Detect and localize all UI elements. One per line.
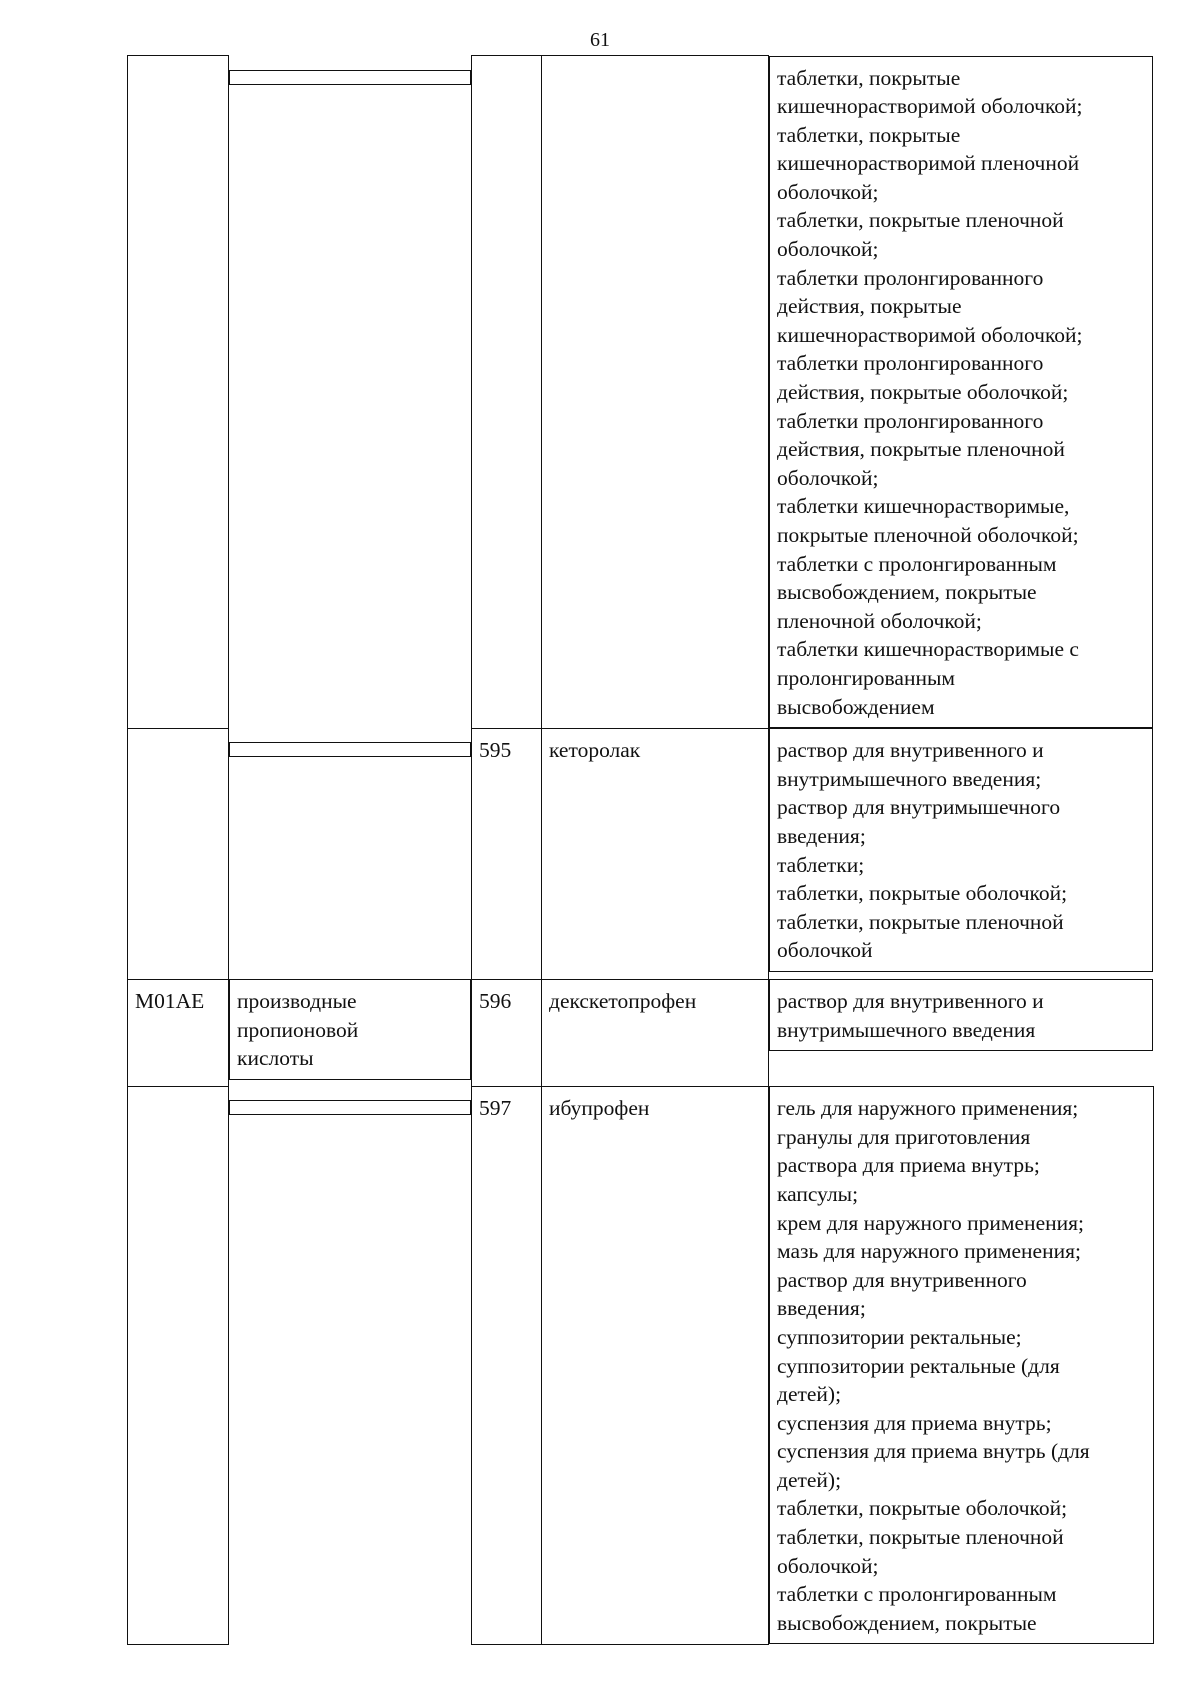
drug-table <box>127 55 1154 1645</box>
atc-code-cell: M01AE <box>128 979 229 1086</box>
drug-name-cell <box>542 56 769 729</box>
table-row <box>128 728 1154 979</box>
number-cell: 597 <box>472 1086 542 1644</box>
atc-code-cell <box>128 728 229 979</box>
group-cell <box>229 742 471 757</box>
number-cell <box>472 56 542 729</box>
dosage-forms-cell: раствор для внутривенного и внутримышечного введения; раствор для внутримышечного введения; таблетки; таблетки, покрытые оболочкой; таблетки, покрытые пленочной оболочкой <box>769 728 1153 972</box>
dosage-forms-cell: раствор для внутривенного и внутримышечного введения <box>769 979 1153 1051</box>
table-row <box>128 56 1154 729</box>
number-cell: 596 <box>472 979 542 1086</box>
dosage-forms-cell: таблетки, покрытые кишечнорастворимой оболочкой; таблетки, покрытые кишечнорастворимой пленочной оболочкой; таблетки, покрытые пленочной оболочкой; таблетки пролонгированного действия, покрытые кишечнорастворимой оболочкой; таблетки пролонгированного действия, покрытые оболочкой; таблетки пролонгированного действия, покрытые пленочной оболочкой; таблетки кишечнорастворимые, покрытые пленочной оболочкой; таблетки с пролонгированным высвобождением, покрытые пленочной оболочкой; таблетки кишечнорастворимые с пролонгированным высвобождением <box>769 56 1153 729</box>
dosage-forms-cell: гель для наружного применения; гранулы для приготовления раствора для приема внутрь; капсулы; крем для наружного применения; мазь для наружного применения; раствор для внутривенного введения; суппозитории ректальные; суппозитории ректальные (для детей); суспензия для приема внутрь; суспензия для приема внутрь (для детей); таблетки, покрытые оболочкой; таблетки, покрытые пленочной оболочкой; таблетки с пролонгированным высвобождением, покрытые <box>769 1086 1154 1644</box>
number-cell: 595 <box>472 728 542 979</box>
table-row <box>128 1086 1154 1644</box>
drug-name-cell: кеторолак <box>542 728 769 979</box>
group-cell <box>229 1100 471 1115</box>
group-cell: производные пропионовой кислоты <box>229 979 471 1080</box>
group-cell <box>229 70 471 85</box>
atc-code-cell <box>128 56 229 729</box>
page-number: 61 <box>590 29 610 51</box>
drug-name-cell: ибупрофен <box>542 1086 769 1644</box>
drug-name-cell: декскетопрофен <box>542 979 769 1086</box>
atc-code-cell <box>128 1086 229 1644</box>
table-row <box>128 979 1154 1086</box>
